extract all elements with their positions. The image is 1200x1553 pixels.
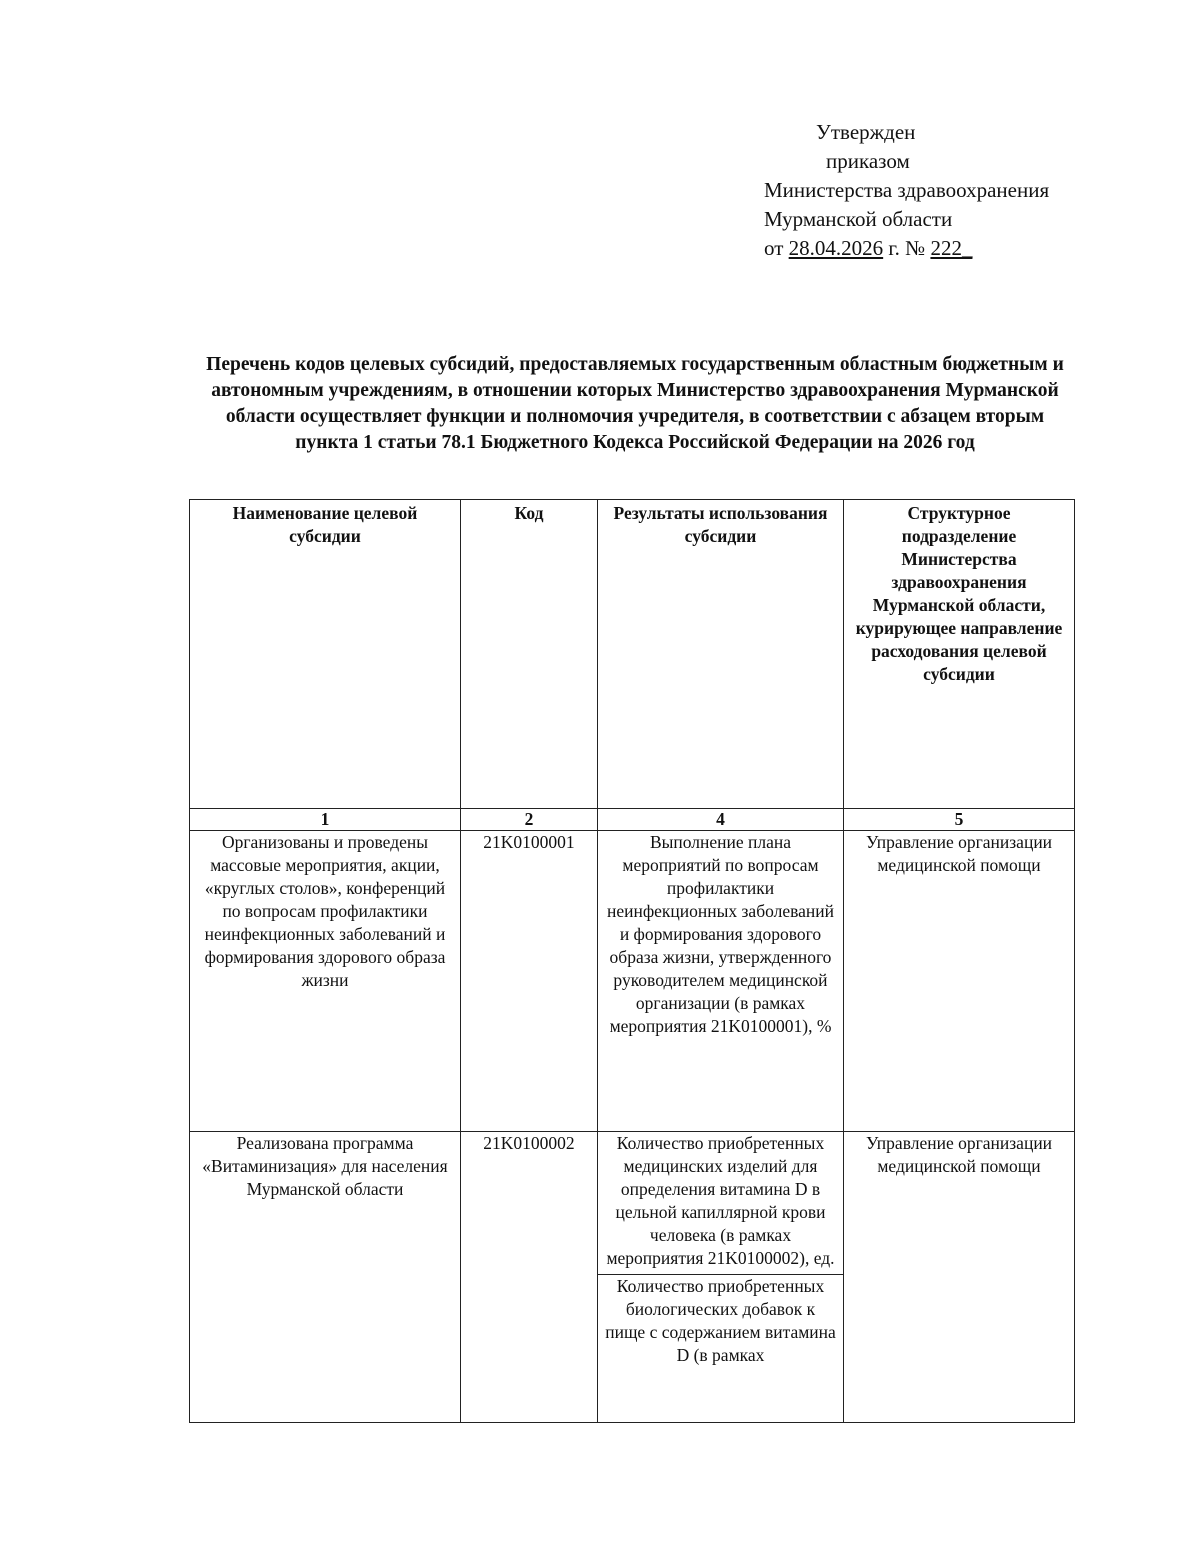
column-number: 4 — [598, 809, 844, 831]
approval-line-approved: Утвержден — [816, 120, 916, 144]
approval-line-region: Мурманской области — [764, 207, 953, 231]
approval-line-ministry: Министерства здравоохранения — [764, 178, 1050, 202]
table-row — [190, 831, 1075, 1132]
header-subsidy-name: Наименование целевой субсидии — [190, 500, 461, 809]
header-results: Результаты использования субсидии — [598, 500, 844, 809]
subsidy-code-cell: 21K0100001 — [461, 831, 598, 1132]
table-header-row — [190, 500, 1075, 809]
results-cell: Выполнение плана мероприятий по вопросам профилактики неинфекционных заболеваний и формирования здорового образа жизни, утвержденного руководителем медицинской организации (в рамках мероприятия 21K0100001), % — [598, 831, 844, 1132]
subsidy-name-cell: Организованы и проведены массовые мероприятия, акции, «круглых столов», конференций по вопросам профилактики неинфекционных заболеваний и формирования здорового образа жизни — [190, 831, 461, 1132]
document-title: Перечень кодов целевых субсидий, предоставляемых государственным областным бюджетным и автономным учреждениям, в отношении которых Министерство здравоохранения Мурманской области осуществляет функции и полномочия учредителя, в соответствии с абзацем вторым пункта 1 статьи 78.1 Бюджетного Кодекса Российской Федерации на 2026 год — [206, 354, 1064, 453]
header-code: Код — [461, 500, 598, 809]
subsidy-codes-table — [189, 499, 1075, 1423]
approval-line-order: приказом — [826, 149, 910, 173]
approval-line-date-number — [764, 234, 1104, 263]
date-prefix: от — [764, 236, 789, 260]
table-row — [190, 1132, 1075, 1423]
approval-date: 28.04.2026 — [788, 236, 884, 260]
date-suffix: г. № — [883, 236, 931, 260]
column-number: 1 — [190, 809, 461, 831]
column-number: 5 — [844, 809, 1075, 831]
results-cell — [598, 1132, 844, 1423]
subsidy-code-cell: 21K0100002 — [461, 1132, 598, 1423]
result-item: Количество приобретенных медицинских изделий для определения витамина D в цельной капиллярной крови человека (в рамках мероприятия 21K0100002), ед. — [606, 1133, 835, 1268]
column-number: 2 — [461, 809, 598, 831]
subsidy-name-cell: Реализована программа «Витаминизация» для населения Мурманской области — [190, 1132, 461, 1423]
header-department: Структурное подразделение Министерства здравоохранения Мурманской области, курирующее направление расходования целевой субсидии — [844, 500, 1075, 809]
approval-stamp-block — [764, 118, 1104, 263]
approval-number: 222_ — [930, 236, 973, 260]
result-item: Количество приобретенных биологических добавок к пище с содержанием витамина D (в рамках — [598, 1274, 843, 1367]
department-cell: Управление организации медицинской помощи — [844, 1132, 1075, 1423]
department-cell: Управление организации медицинской помощи — [844, 831, 1075, 1132]
column-number-row — [190, 809, 1075, 831]
